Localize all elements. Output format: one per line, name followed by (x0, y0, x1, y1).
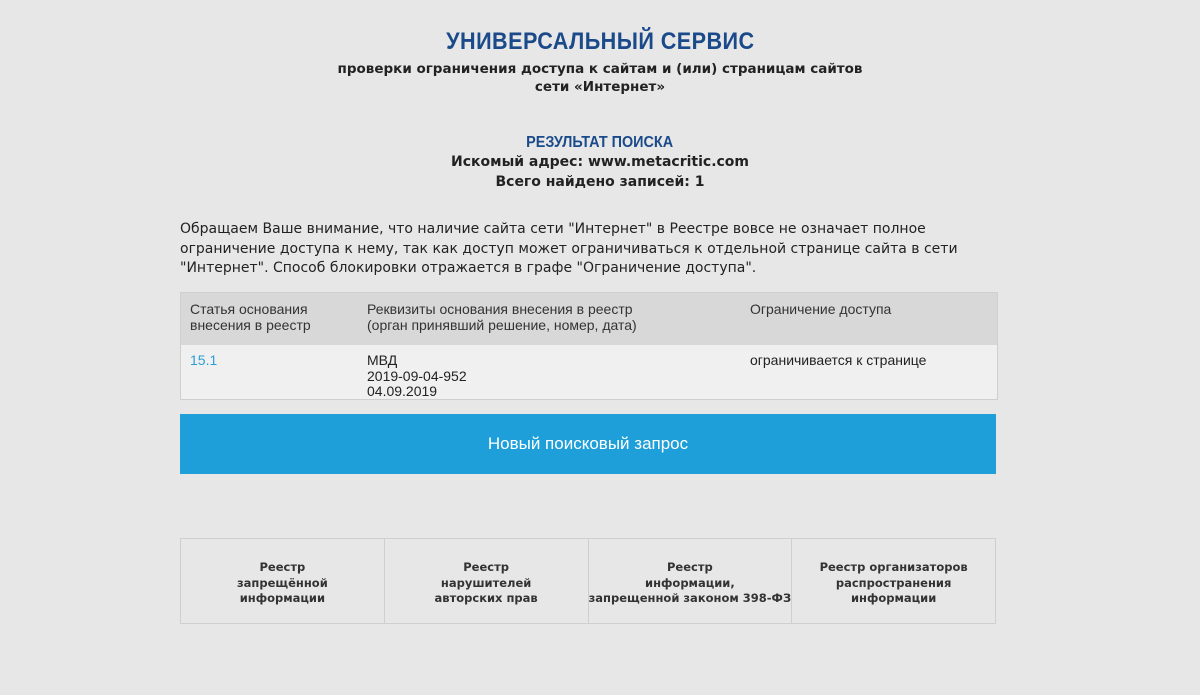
cell-requisites (359, 345, 742, 399)
result-title: РЕЗУЛЬТАТ ПОИСКА (526, 134, 674, 151)
notice-text: Обращаем Ваше внимание, что наличие сайта сети "Интернет" в Реестре вовсе не означает полное ограничение доступа к нему, так как доступ может ограничиваться к отдельной странице сайта в сети "Интернет". Способ блокировки отражается в графе "Ограничение доступа". (180, 221, 958, 276)
searched-address: Искомый адрес: www.metacritic.com (450, 154, 750, 170)
new-search-button[interactable]: Новый поисковый запрос (180, 414, 996, 474)
page-header (0, 28, 1200, 96)
table-row (181, 345, 997, 399)
page-title: УНИВЕРСАЛЬНЫЙ СЕРВИС (445, 28, 755, 55)
registry-organizers[interactable]: Реестр организаторов распространения информации (819, 560, 968, 605)
search-result-summary (0, 132, 1200, 192)
article-link[interactable]: 15.1 (190, 352, 218, 368)
cell-restriction: ограничивается к странице (750, 352, 927, 368)
page-subtitle-line1: проверки ограничения доступа к сайтам и (или) страницам сайтов (337, 61, 863, 77)
page-subtitle-line2: сети «Интернет» (534, 79, 666, 95)
registry-398-fz[interactable]: Реестр информации, запрещенной законом 398-ФЗ (589, 539, 793, 623)
requisite-number: 2019-09-04-952 (367, 367, 467, 384)
cell-article (181, 345, 359, 399)
header-article: Статья основания внесения в реестр (190, 301, 311, 333)
registry-copyright-violators[interactable]: Реестр нарушителей авторских прав (385, 539, 589, 623)
results-table (180, 292, 998, 400)
requisite-authority: МВД (367, 352, 398, 368)
registry-links (180, 538, 996, 624)
registry-forbidden-info[interactable]: Реестр запрещённой информации (181, 539, 385, 623)
table-header-row (181, 293, 997, 345)
requisite-date: 04.09.2019 (367, 383, 438, 399)
total-found: Всего найдено записей: 1 (495, 174, 705, 190)
header-requisites: Реквизиты основания внесения в реестр (орган принявший решение, номер, дата) (367, 301, 637, 333)
header-restriction: Ограничение доступа (750, 301, 892, 317)
